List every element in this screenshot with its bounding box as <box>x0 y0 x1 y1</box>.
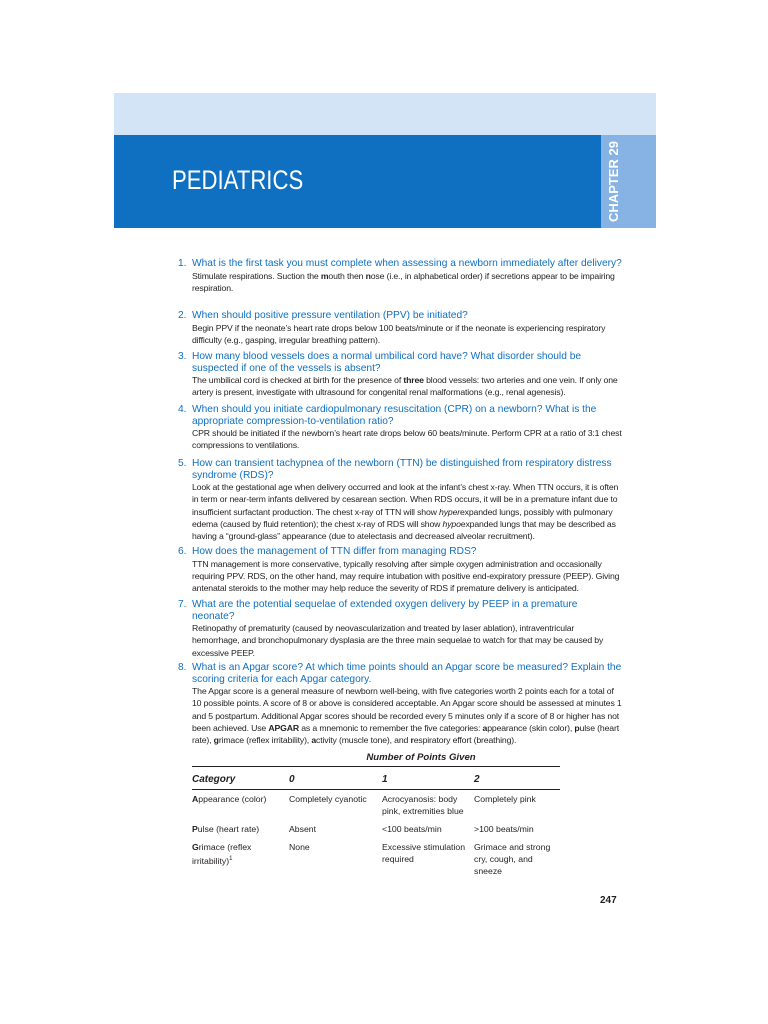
question-5 <box>178 458 622 481</box>
answer-3: The umbilical cord is checked at birth for the presence of three blood vessels: two arteries and one vein. If only one artery is present, investigate with ultrasound for congenital renal malformations (e.g., renal agenesis). <box>192 375 618 398</box>
apgar-table <box>192 752 560 879</box>
question-number: 5. <box>178 458 187 469</box>
qa-item-2 <box>178 310 622 346</box>
question-number: 2. <box>178 310 187 321</box>
answer-4: CPR should be initiated if the newborn’s heart rate drops below 60 beats/minute. Perform CPR at a ratio of 3:1 chest compressions to ventilations. <box>192 428 622 451</box>
question-text: What is the first task you must complete when assessing a newborn immediately after delivery? <box>192 258 622 269</box>
question-text: What are the potential sequelae of extended oxygen delivery by PEEP in a premature neonate? <box>192 599 578 622</box>
question-text: How many blood vessels does a normal umbilical cord have? What disorder should be suspected if one of the vessels is absent? <box>192 351 582 374</box>
question-text: When should you initiate cardiopulmonary resuscitation (CPR) on a newborn? What is the appropriate compression-to-ventilation ratio? <box>192 404 597 427</box>
question-number: 1. <box>178 258 187 269</box>
question-4 <box>178 404 622 427</box>
question-text: How can transient tachypnea of the newborn (TTN) be distinguished from respiratory distress syndrome (RDS)? <box>192 458 612 481</box>
cell-score-0: None <box>289 841 310 852</box>
column-header-2: 2 <box>474 767 560 790</box>
page-title: PEDIATRICS <box>172 165 304 195</box>
qa-item-7 <box>178 599 622 659</box>
qa-item-1 <box>178 258 622 294</box>
qa-item-6 <box>178 546 622 594</box>
table-header-row <box>192 767 560 790</box>
cell-score-0: Absent <box>289 823 317 834</box>
question-7 <box>178 599 622 622</box>
row-category: Grimace (reflex irritability)$^1$ <box>192 841 252 866</box>
question-8 <box>178 662 622 685</box>
cell-score-1: Acrocyanosis: body pink, extremities blue <box>382 794 464 816</box>
column-header-1: 1 <box>382 767 474 790</box>
row-category: Pulse (heart rate) <box>192 823 260 834</box>
table-row <box>192 820 560 838</box>
apgar-score-table <box>192 767 560 879</box>
table-row <box>192 838 560 879</box>
question-number: 6. <box>178 546 187 557</box>
question-number: 7. <box>178 599 187 610</box>
question-number: 4. <box>178 404 187 415</box>
question-3 <box>178 351 622 374</box>
qa-item-4 <box>178 404 622 452</box>
header-top-band <box>114 93 656 135</box>
table-row <box>192 790 560 820</box>
cell-score-0: Completely cyanotic <box>289 794 367 804</box>
column-header-category: Category <box>192 767 289 790</box>
row-category: Appearance (color) <box>192 794 267 804</box>
answer-1: Stimulate respirations. Suction the mouth then nose (i.e., in alphabetical order) if secretions appear to be impairing respiration. <box>192 270 615 293</box>
cell-score-2: >100 beats/min <box>474 823 534 834</box>
cell-score-2: Grimace and strong cry, cough, and sneeze <box>474 841 551 876</box>
footnote-marker: 1 <box>229 855 233 862</box>
question-text: How does the management of TTN differ from managing RDS? <box>192 546 477 557</box>
answer-7: Retinopathy of prematurity (caused by neovascularization and treated by laser ablation), intraventricular hemorrhage, and bronchopulmonary dysplasia are the three main sequelae to watch for that may be caused by excessive PEEP. <box>192 623 604 658</box>
qa-item-8 <box>178 662 622 746</box>
page-number: 247 <box>600 895 617 906</box>
answer-2: Begin PPV if the neonate’s heart rate drops below 100 beats/minute or if the neonate is experiencing respiratory difficulty (e.g., gasping, irregular breathing pattern). <box>192 322 606 345</box>
question-text: When should positive pressure ventilation (PPV) be initiated? <box>192 310 468 321</box>
answer-8: The Apgar score is a general measure of newborn well-being, with five categories worth 2 points each for a total of 10 possible points. A score of 8 or above is considered acceptable. An Apgar score should be assessed at minutes 1 and 5 postpartum. Additional Apgar scores should be recorded every 5 minutes only if a score of 8 or higher has not been achieved. Use APGAR as a mnemonic to remember the five categories: appearance (skin color), pulse (heart rate), grimace (reflex irritability), activity (muscle tone), and respiratory effort (breathing). <box>192 686 622 746</box>
question-1 <box>178 258 622 270</box>
chapter-label: CHAPTER 29 <box>606 141 621 222</box>
question-text: What is an Apgar score? At which time points should an Apgar score be measured? Explain the scoring criteria for each Apgar category. <box>192 662 622 685</box>
question-6 <box>178 546 622 558</box>
question-2 <box>178 310 622 322</box>
table-caption: Number of Points Given <box>366 752 476 763</box>
question-number: 8. <box>178 662 187 673</box>
answer-5: Look at the gestational age when delivery occurred and look at the infant’s chest x-ray. When TTN occurs, it is often in term or near-term infants delivered by cesarean section. When RDS occurs, it will be in a premature infant due to insufficient surfactant production. The chest x-ray of TTN will show hyperexpanded lungs, possibly with pulmonary edema (caused by fluid retention); the chest x-ray of RDS will show hypoexpanded lungs that may be described as having a “ground-glass” appearance (due to atelectasis and decreased alveolar recruitment). <box>192 482 619 542</box>
chapter-title-banner <box>114 135 601 228</box>
cell-score-1: <100 beats/min <box>382 823 442 834</box>
answer-6: TTN management is more conservative, typically resolving after simple oxygen administration and occasionally requiring PPV. RDS, on the other hand, may require intubation with positive end-expiratory pressure (PEEP). Giving antenatal steroids to the mother may help reduce the severity of RDS if premature delivery is anticipated. <box>192 558 620 594</box>
qa-item-3 <box>178 351 622 399</box>
cell-score-1: Excessive stimulation required <box>382 841 466 864</box>
question-number: 3. <box>178 351 187 362</box>
qa-item-5 <box>178 458 622 542</box>
column-header-0: 0 <box>289 767 382 790</box>
cell-score-2: Completely pink <box>474 794 536 804</box>
chapter-tab <box>601 135 656 228</box>
